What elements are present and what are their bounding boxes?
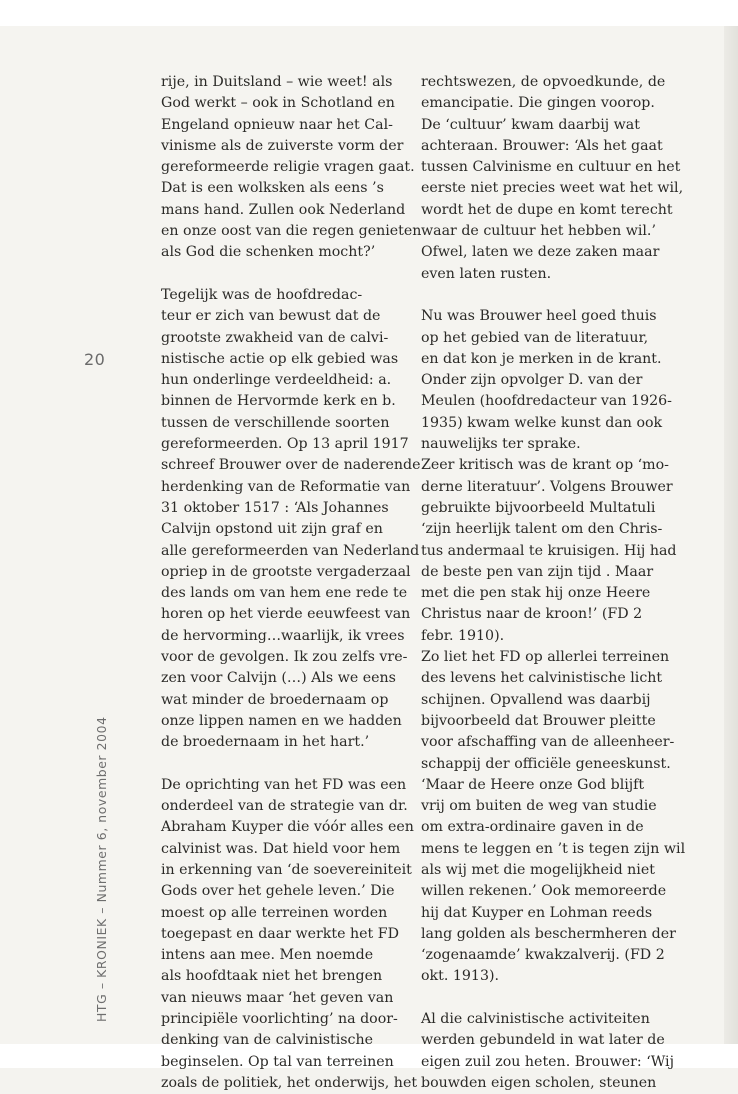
page-edge-shadow (724, 26, 738, 1044)
paragraph-gap (161, 754, 401, 775)
top-margin (0, 0, 738, 26)
text-line: achteraan. Brouwer: ‘Als het gaat (421, 137, 663, 154)
text-line: schappij der officiële geneeskunst. (421, 755, 671, 772)
text-line: gereformeerden. Op 13 april 1917 (161, 436, 409, 453)
text-line: zen voor Calvijn (…) Als we eens (161, 670, 396, 687)
text-line: Engeland opnieuw naar het Cal- (161, 116, 393, 133)
text-line: nauwelijks ter sprake. (421, 436, 581, 453)
paragraph (421, 1009, 674, 1094)
text-line: grootste zwakheid van de calvi- (161, 329, 389, 346)
text-line: herdenking van de Reformatie van (161, 478, 411, 495)
paragraph-gap (421, 285, 661, 306)
text-line: bouwden eigen scholen, steunen (421, 1074, 657, 1091)
text-line: gebruikte bijvoorbeeld Multatuli (421, 499, 656, 516)
text-line: intens aan mee. Men noemde (161, 947, 374, 964)
text-line: zoals de politiek, het onderwijs, het (161, 1074, 418, 1091)
text-line: op het gebied van de literatuur, (421, 329, 649, 346)
text-line: teur er zich van bewust dat de (161, 308, 381, 325)
text-line: alle gereformeerden van Nederland (161, 542, 420, 559)
text-line: hun onderlinge verdeeldheid: a. (161, 372, 392, 389)
text-line: moest op alle terreinen worden (161, 904, 388, 921)
text-line: Ofwel, laten we deze zaken maar (421, 244, 660, 261)
text-line: ‘zogenaamde’ kwakzalverij. (FD 2 (421, 947, 665, 964)
text-line: en dat kon je merken in de krant. (421, 350, 662, 367)
text-line: nistische actie op elk gebied was (161, 350, 399, 367)
text-line: Zeer kritisch was de krant op ‘mo- (421, 457, 669, 474)
text-line: denking van de calvinistische (161, 1032, 374, 1049)
text-line: schijnen. Opvallend was daarbij (421, 691, 651, 708)
text-line: Zo liet het FD op allerlei terreinen (421, 649, 670, 666)
text-line: wordt het de dupe en komt terecht (421, 201, 673, 218)
text-line: als God die schenken mocht?’ (161, 244, 376, 261)
text-line: de hervorming…waarlijk, ik vrees (161, 627, 405, 644)
paragraph (421, 306, 686, 988)
text-line: voor afschaffing van de alleenheer- (421, 734, 675, 751)
text-line: 31 oktober 1517 : ‘Als Johannes (161, 499, 389, 516)
text-line: Gods over het gehele leven.’ Die (161, 883, 395, 900)
text-line: ‘Maar de Heere onze God blijft (421, 776, 645, 793)
text-line: vinisme als de zuiverste vorm der (161, 137, 404, 154)
text-line: Meulen (hoofdredacteur van 1926- (421, 393, 672, 410)
text-line: in erkenning van ‘de soevereiniteit (161, 861, 412, 878)
paragraph (161, 72, 422, 264)
text-line: God werkt – ook in Schotland en (161, 95, 395, 112)
text-line: als hoofdtaak niet het brengen (161, 968, 383, 985)
text-line: als wij met die mogelijkheid niet (421, 861, 655, 878)
text-line: De ‘cultuur’ kwam daarbij wat (421, 116, 640, 133)
text-column-left (161, 72, 422, 1094)
text-line: ‘zijn heerlijk talent om den Chris- (421, 521, 663, 538)
text-line: voor de gevolgen. Ik zou zelfs vre- (161, 649, 408, 666)
text-line: werden gebundeld in wat later de (421, 1032, 665, 1049)
text-line: met die pen stak hij onze Heere (421, 585, 651, 602)
text-line: beginselen. Op tal van terreinen (161, 1053, 394, 1070)
text-line: lang golden als beschermheren der (421, 925, 676, 942)
text-line: even laten rusten. (421, 265, 552, 282)
text-line: tussen Calvinisme en cultuur en het (421, 159, 681, 176)
text-line: Christus naar de kroon!’ (FD 2 (421, 606, 643, 623)
paragraph-gap (421, 988, 661, 1009)
text-line: mans hand. Zullen ook Nederland (161, 201, 406, 218)
text-line: de broedernaam in het hart.’ (161, 734, 370, 751)
text-line: horen op het vierde eeuwfeest van (161, 606, 411, 623)
text-line: eerste niet precies weet wat het wil, (421, 180, 684, 197)
text-line: Al die calvinistische activiteiten (421, 1011, 650, 1028)
text-column-right (421, 72, 686, 1094)
text-line: Onder zijn opvolger D. van der (421, 372, 643, 389)
text-line: hij dat Kuyper en Lohman reeds (421, 904, 653, 921)
text-line: Calvijn opstond uit zijn graf en (161, 521, 383, 538)
text-line: De oprichting van het FD was een (161, 776, 407, 793)
text-line: tus andermaal te kruisigen. Hij had (421, 542, 677, 559)
text-line: okt. 1913). (421, 968, 500, 985)
text-line: Nu was Brouwer heel goed thuis (421, 308, 657, 325)
text-line: toegepast en daar werkte het FD (161, 925, 399, 942)
text-line: eigen zuil zou heten. Brouwer: ‘Wij (421, 1053, 674, 1070)
text-line: onze lippen namen en we hadden (161, 712, 402, 729)
paragraph-gap (161, 264, 401, 285)
text-line: vrij om buiten de weg van studie (421, 798, 657, 815)
text-line: des levens het calvinistische licht (421, 670, 663, 687)
text-line: de beste pen van zijn tijd . Maar (421, 563, 654, 580)
text-line: gereformeerde religie vragen gaat. (161, 159, 415, 176)
text-line: onderdeel van de strategie van dr. (161, 798, 408, 815)
text-line: rechtswezen, de opvoedkunde, de (421, 74, 666, 90)
page-number: 20 (84, 350, 106, 369)
text-line: schreef Brouwer over de naderende (161, 457, 421, 474)
text-line: febr. 1910). (421, 627, 505, 644)
text-line: 1935) kwam welke kunst dan ook (421, 414, 663, 431)
text-line: calvinist was. Dat hield voor hem (161, 840, 401, 857)
text-line: binnen de Hervormde kerk en b. (161, 393, 396, 410)
text-line: willen rekenen.’ Ook memoreerde (421, 883, 667, 900)
running-head: HTG – KRONIEK – Nummer 6, november 2004 (94, 716, 109, 1022)
text-line: tussen de verschillende soorten (161, 414, 390, 431)
paragraph (161, 285, 421, 754)
text-line: waar de cultuur het hebben wil.’ (421, 223, 656, 240)
text-line: rije, in Duitsland – wie weet! als (161, 74, 393, 90)
text-line: Abraham Kuyper die vóór alles een (161, 819, 414, 836)
paragraph (161, 775, 418, 1094)
text-line: mens te leggen en ’t is tegen zijn wil (421, 840, 686, 857)
text-line: principiële voorlichting’ na door- (161, 1011, 398, 1028)
text-line: Dat is een wolksken als eens ’s (161, 180, 384, 197)
text-line: wat minder de broedernaam op (161, 691, 389, 708)
text-line: bijvoorbeeld dat Brouwer pleitte (421, 712, 656, 729)
text-line: opriep in de grootste vergaderzaal (161, 563, 411, 580)
text-line: van nieuws maar ‘het geven van (161, 989, 394, 1006)
paragraph (421, 72, 684, 285)
text-line: derne literatuur’. Volgens Brouwer (421, 478, 673, 495)
text-line: Tegelijk was de hoofdredac- (161, 286, 363, 303)
text-line: en onze oost van die regen genieten (161, 223, 422, 240)
text-line: des lands om van hem ene rede te (161, 585, 408, 602)
text-line: emancipatie. Die gingen voorop. (421, 95, 655, 112)
text-line: om extra-ordinaire gaven in de (421, 819, 644, 836)
